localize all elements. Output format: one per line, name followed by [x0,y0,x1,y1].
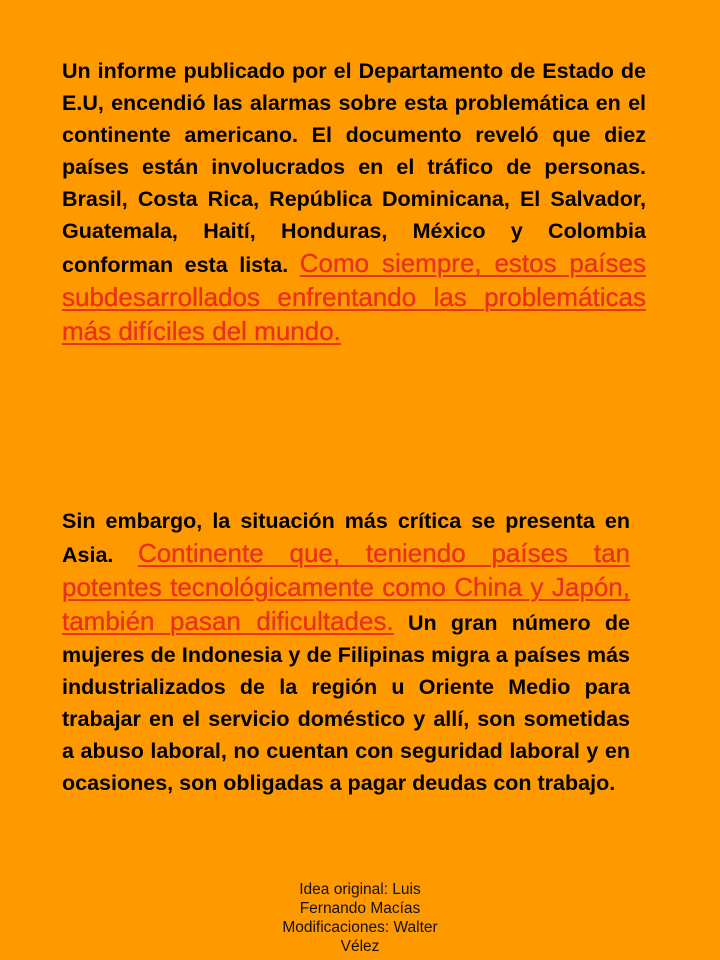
credits-line-1: Idea original: Luis [299,881,421,898]
paragraph-americas-text: Un informe publicado por el Departamento de Estado de E.U, encendió las alarmas sobre esta problemática en el continente americano. El documento reveló que diez países están involucrados en el tráfico de personas. Brasil, Costa Rica, República Dominicana, El Salvador, Guatemala, Haití, Honduras, México y Colombia conforman esta lista. [62,59,646,277]
paragraph-asia [62,505,630,799]
paragraph-americas [62,55,646,349]
paragraph-asia-highlight: Continente que, teniendo países tan potentes tecnológicamente como China y Japón, también pasan dificultades. [62,538,630,636]
credits-footer [250,880,470,956]
paragraph-americas-highlight: Como siempre, estos países subdesarrollados enfrentando las problemáticas más difíciles del mundo. [62,248,646,346]
paragraph-asia-text-after: Un gran número de mujeres de Indonesia y de Filipinas migra a países más industrializados de la región u Oriente Medio para trabajar en el servicio doméstico y allí, son sometidas a abuso laboral, no cuentan con seguridad laboral y en ocasiones, son obligadas a pagar deudas con trabajo. [62,611,630,795]
credits-line-4: Vélez [340,938,380,955]
paragraph-asia-text-before: Sin embargo, la situación más crítica se presenta en Asia. [62,509,630,567]
credits-line-3: Modificaciones: Walter [282,919,438,936]
credits-line-2: Fernando Macías [299,900,421,917]
